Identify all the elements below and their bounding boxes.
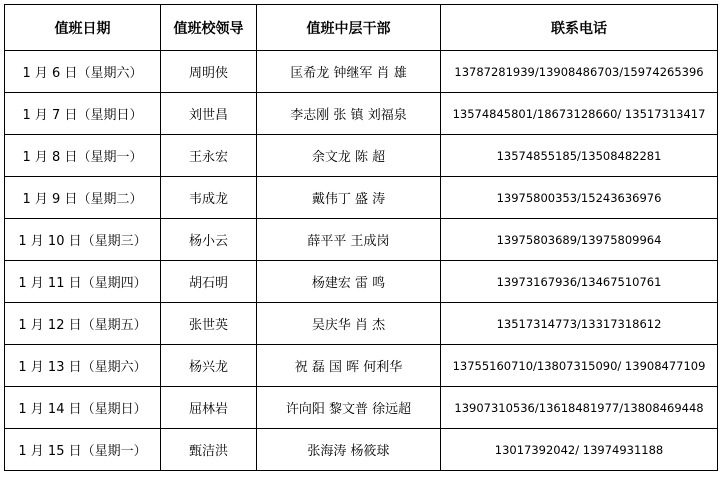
cell-phone: 13574845801/18673128660/ 13517313417 xyxy=(441,93,718,135)
cell-cadres: 张海涛 杨筱球 xyxy=(257,429,441,471)
table-body xyxy=(5,51,718,471)
cell-date: 1 月 12 日（星期五） xyxy=(5,303,161,345)
cell-cadres: 杨建宏 雷 鸣 xyxy=(257,261,441,303)
cell-leader: 刘世昌 xyxy=(161,93,257,135)
cell-phone: 13907310536/13618481977/13808469448 xyxy=(441,387,718,429)
duty-schedule-table xyxy=(4,4,718,471)
cell-phone: 13517314773/13317318612 xyxy=(441,303,718,345)
table-row xyxy=(5,345,718,387)
cell-cadres: 戴伟丁 盛 涛 xyxy=(257,177,441,219)
table-header xyxy=(5,5,718,51)
cell-phone: 13975803689/13975809964 xyxy=(441,219,718,261)
table-row xyxy=(5,387,718,429)
table-row xyxy=(5,303,718,345)
cell-phone: 13973167936/13467510761 xyxy=(441,261,718,303)
table-row xyxy=(5,429,718,471)
cell-phone: 13787281939/13908486703/15974265396 xyxy=(441,51,718,93)
cell-date: 1 月 6 日（星期六） xyxy=(5,51,161,93)
table-row xyxy=(5,93,718,135)
table-row xyxy=(5,177,718,219)
cell-cadres: 祝 磊 国 晖 何利华 xyxy=(257,345,441,387)
header-row xyxy=(5,5,718,51)
header-middle-cadre: 值班中层干部 xyxy=(257,5,441,51)
cell-phone: 13755160710/13807315090/ 13908477109 xyxy=(441,345,718,387)
cell-date: 1 月 15 日（星期一） xyxy=(5,429,161,471)
cell-leader: 杨兴龙 xyxy=(161,345,257,387)
cell-phone: 13975800353/15243636976 xyxy=(441,177,718,219)
table-row xyxy=(5,219,718,261)
header-school-leader: 值班校领导 xyxy=(161,5,257,51)
cell-leader: 韦成龙 xyxy=(161,177,257,219)
cell-leader: 胡石明 xyxy=(161,261,257,303)
cell-date: 1 月 11 日（星期四） xyxy=(5,261,161,303)
cell-date: 1 月 7 日（星期日） xyxy=(5,93,161,135)
cell-cadres: 吴庆华 肖 杰 xyxy=(257,303,441,345)
header-duty-date: 值班日期 xyxy=(5,5,161,51)
cell-date: 1 月 9 日（星期二） xyxy=(5,177,161,219)
cell-leader: 张世英 xyxy=(161,303,257,345)
table-row xyxy=(5,261,718,303)
table-row xyxy=(5,51,718,93)
cell-phone: 13574855185/13508482281 xyxy=(441,135,718,177)
table-row xyxy=(5,135,718,177)
cell-leader: 甄洁洪 xyxy=(161,429,257,471)
cell-date: 1 月 8 日（星期一） xyxy=(5,135,161,177)
cell-leader: 周明侠 xyxy=(161,51,257,93)
header-contact-phone: 联系电话 xyxy=(441,5,718,51)
cell-leader: 屈林岩 xyxy=(161,387,257,429)
cell-leader: 杨小云 xyxy=(161,219,257,261)
cell-cadres: 余文龙 陈 超 xyxy=(257,135,441,177)
cell-cadres: 许向阳 黎文普 徐远超 xyxy=(257,387,441,429)
cell-date: 1 月 10 日（星期三） xyxy=(5,219,161,261)
cell-phone: 13017392042/ 13974931188 xyxy=(441,429,718,471)
cell-cadres: 匡希龙 钟继军 肖 雄 xyxy=(257,51,441,93)
cell-leader: 王永宏 xyxy=(161,135,257,177)
cell-cadres: 李志刚 张 镇 刘福泉 xyxy=(257,93,441,135)
cell-date: 1 月 13 日（星期六） xyxy=(5,345,161,387)
cell-cadres: 薛平平 王成岗 xyxy=(257,219,441,261)
cell-date: 1 月 14 日（星期日） xyxy=(5,387,161,429)
